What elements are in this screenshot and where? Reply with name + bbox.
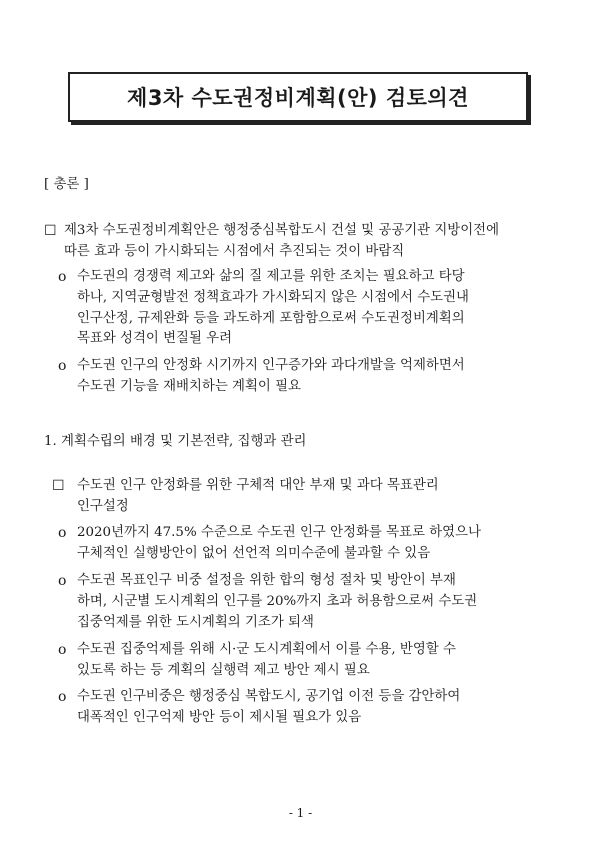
document-title: 제3차 수도권정비계획(안) 검토의견	[127, 86, 469, 110]
section1-bullet-line: 대폭적인 인구억제 방안 등이 제시될 필요가 있음	[77, 710, 362, 725]
page-number: - 1 -	[288, 806, 313, 820]
section1-bullet-line: 하며, 시군별 도시계획의 인구를 20%까지 초과 허용함으로써 수도권	[77, 594, 478, 609]
title-box	[68, 72, 528, 122]
section1-box-line: 인구설정	[77, 499, 129, 514]
overview-bullet-line: 하나, 지역균형발전 정책효과가 가시화되지 않은 시점에서 수도권내	[77, 290, 469, 305]
bullet-marker: o	[58, 689, 67, 705]
section1-bullet-line: 수도권 인구비중은 행정중심 복합도시, 공기업 이전 등을 감안하여	[77, 689, 461, 704]
section1-bullet-line: 구체적인 실행방안이 없어 선언적 의미수준에 불과할 수 있음	[77, 546, 431, 561]
overview-bullet-line: 목표와 성격이 변질될 우려	[77, 331, 233, 346]
bullet-marker: o	[58, 642, 67, 658]
section1-bullet-line: 2020년까지 47.5% 수준으로 수도권 인구 안정화를 목표로 하였으나	[77, 525, 481, 540]
bullet-marker: o	[58, 573, 67, 589]
box-bullet-icon: ☐	[44, 223, 57, 239]
overview-bullet-line: 인구산정, 규제완화 등을 과도하게 포함함으로써 수도권정비계획의	[77, 311, 465, 326]
section1-bullet-line: 수도권 목표인구 비중 설정을 위한 합의 형성 절차 및 방안이 부재	[77, 573, 456, 588]
bullet-marker: o	[58, 269, 67, 285]
overview-box-line: 따른 효과 등이 가시화되는 시점에서 추진되는 것이 바람직	[64, 244, 405, 259]
section1-bullet-line: 있도록 하는 등 계획의 실행력 제고 방안 제시 필요	[77, 663, 370, 678]
overview-heading: [ 총론 ]	[44, 177, 89, 192]
overview-bullet-line: 수도권 기능을 재배치하는 계획이 필요	[77, 379, 301, 394]
overview-bullet-line: 수도권의 경쟁력 제고와 삶의 질 제고를 위한 조치는 필요하고 타당	[77, 269, 465, 284]
bullet-marker: o	[58, 358, 67, 374]
section1-bullet-line: 집중억제를 위한 도시계획의 기조가 퇴색	[77, 615, 314, 630]
box-bullet-icon: ☐	[52, 478, 65, 494]
overview-box-line: 제3차 수도권정비계획안은 행정중심복합도시 건설 및 공공기관 지방이전에	[64, 223, 500, 238]
bullet-marker: o	[58, 525, 67, 541]
section1-bullet-line: 수도권 집중억제를 위해 시·군 도시계획에서 이를 수용, 반영할 수	[77, 642, 456, 657]
section1-box-line: 수도권 인구 안정화를 위한 구체적 대안 부재 및 과다 목표관리	[77, 478, 439, 493]
overview-bullet-line: 수도권 인구의 안정화 시기까지 인구증가와 과다개발을 억제하면서	[77, 358, 465, 373]
section1-heading: 1. 계획수립의 배경 및 기본전략, 집행과 관리	[44, 434, 307, 449]
